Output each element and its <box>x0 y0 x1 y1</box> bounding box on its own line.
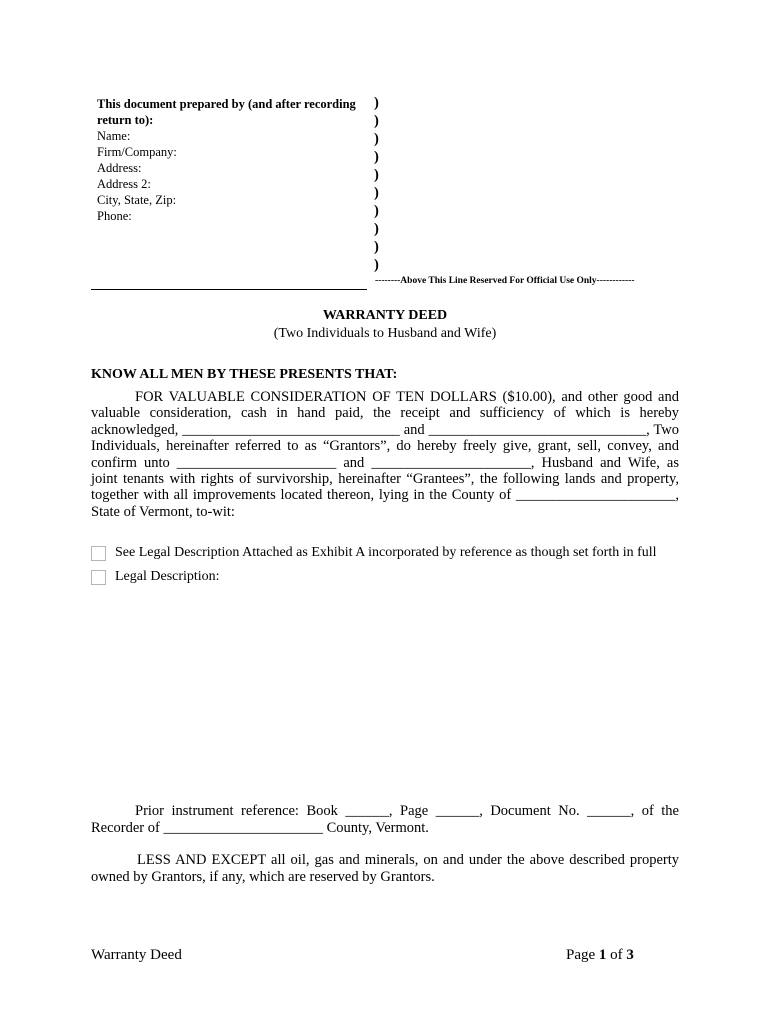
page-number <box>566 947 634 964</box>
preparer-underline <box>91 289 367 290</box>
paren: ) <box>374 131 379 147</box>
know-all-heading: KNOW ALL MEN BY THESE PRESENTS THAT: <box>91 367 398 382</box>
paren: ) <box>374 221 379 237</box>
document-subtitle: (Two Individuals to Husband and Wife) <box>273 326 497 341</box>
exhibit-a-label: See Legal Description Attached as Exhibit A incorporated by reference as though set forth in full <box>115 545 657 560</box>
field-firm: Firm/Company: <box>97 145 177 159</box>
page-of: of <box>610 947 623 963</box>
prior-instrument-text: Prior instrument reference: Book ______, Page ______, Document No. ______, of the Recorder of ______________________ County, Vermont. <box>91 803 679 836</box>
page-current: 1 <box>598 947 607 963</box>
field-phone: Phone: <box>97 209 132 223</box>
less-and-except-text: LESS AND EXCEPT all oil, gas and minerals, on and under the above described property owned by Grantors, if any, which are reserved by Grantors. <box>91 852 679 885</box>
prior-instrument-paragraph <box>91 803 679 837</box>
legal-description-checkbox[interactable] <box>91 570 106 585</box>
paren-column <box>374 94 379 274</box>
paren: ) <box>374 113 379 129</box>
exhibit-a-option[interactable] <box>91 545 657 561</box>
less-and-except-paragraph <box>91 852 679 886</box>
document-title: WARRANTY DEED <box>322 308 448 323</box>
consideration-text: FOR VALUABLE CONSIDERATION OF TEN DOLLARS ($10.00), and other good and valuable consideration, cash in hand paid, the receipt and sufficiency of which is hereby acknowledged, ______________________________ and ______________________________, Two Individuals, hereinafter referred to as “Grantors”, do hereby freely give, grant, sell, convey, and confirm unto ______________________ and ______________________, Husband and Wife, as joint tenants with rights of survivorship, hereinafter “Grantees”, the following lands and property, together with all improvements located thereon, lying in the County of ______________________, State of Vermont, to-wit: <box>91 389 679 520</box>
reserved-line-text: --------Above This Line Reserved For Official Use Only------------ <box>375 276 635 286</box>
legal-description-option[interactable] <box>91 569 220 585</box>
preparer-block <box>97 96 367 224</box>
consideration-paragraph <box>91 389 679 520</box>
paren: ) <box>374 149 379 165</box>
field-address-2: Address 2: <box>97 177 151 191</box>
paren: ) <box>374 185 379 201</box>
legal-description-label: Legal Description: <box>115 569 220 584</box>
field-city-state-zip: City, State, Zip: <box>97 193 177 207</box>
prepared-by-heading: This document prepared by (and after recording return to): <box>97 97 356 127</box>
paren: ) <box>374 95 379 111</box>
footer-doc-name: Warranty Deed <box>91 947 182 963</box>
exhibit-a-checkbox[interactable] <box>91 546 106 561</box>
paren: ) <box>374 167 379 183</box>
field-name: Name: <box>97 129 131 143</box>
paren: ) <box>374 239 379 255</box>
paren: ) <box>374 203 379 219</box>
paren: ) <box>374 257 379 273</box>
field-address: Address: <box>97 161 142 175</box>
page-total: 3 <box>626 947 634 963</box>
page-prefix: Page <box>566 947 596 963</box>
